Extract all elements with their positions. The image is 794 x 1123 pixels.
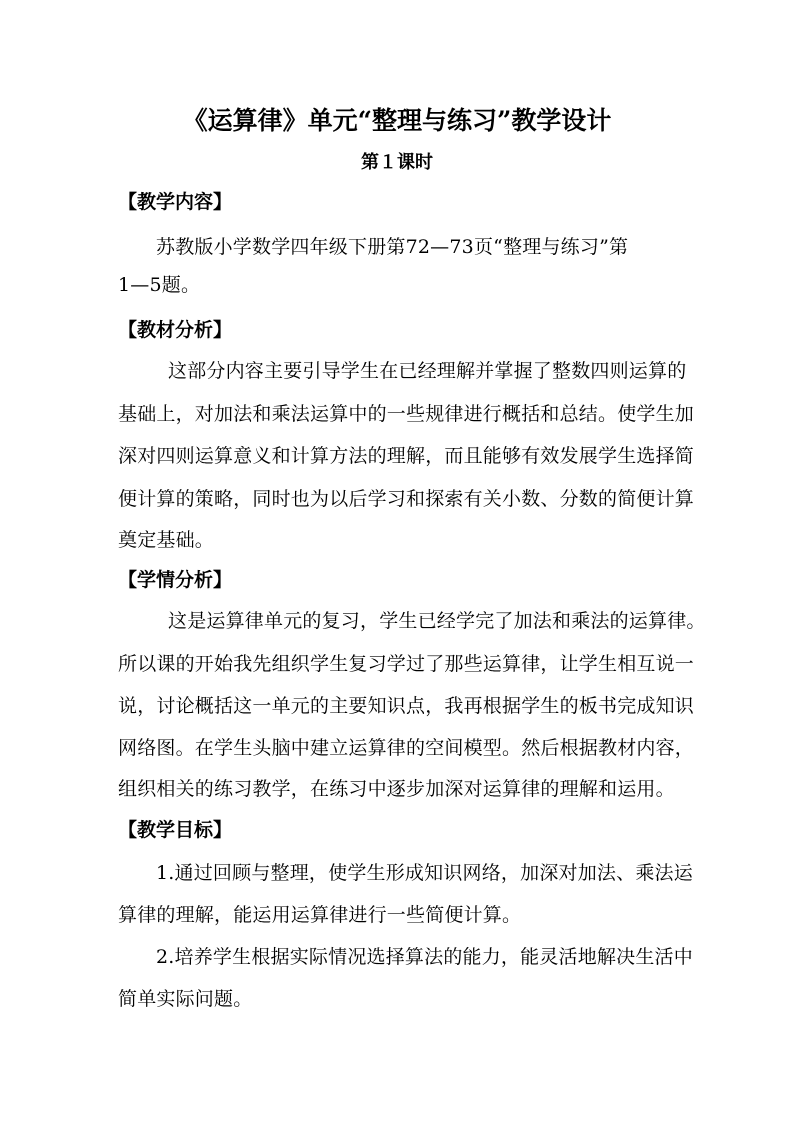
- paragraph-line: 苏教版小学数学四年级下册第72—73页“整理与练习”第: [156, 236, 629, 258]
- paragraph-line: 1—5题。: [118, 274, 201, 296]
- section-heading-teaching-goals: 【教学目标】: [118, 819, 233, 841]
- section-heading-teaching-content: 【教学内容】: [118, 191, 233, 213]
- paragraph-line: 说，讨论概括这一单元的主要知识点，我再根据学生的板书完成知识: [118, 695, 695, 717]
- paragraph-line: 奠定基础。: [118, 529, 215, 551]
- section-heading-student-analysis: 【学情分析】: [118, 569, 233, 591]
- paragraph-line: 简单实际问题。: [118, 988, 253, 1010]
- paragraph-line: 基础上，对加法和乘法运算中的一些规律进行概括和总结。使学生加: [118, 403, 695, 425]
- document-title: 《运算律》单元“整理与练习”教学设计: [182, 106, 612, 135]
- paragraph-line: 组织相关的练习教学，在练习中逐步加深对运算律的理解和运用。: [118, 778, 675, 800]
- paragraph-line: 这是运算律单元的复习，学生已经学完了加法和乘法的运算律。: [168, 610, 706, 632]
- paragraph-line: 深对四则运算意义和计算方法的理解，而且能够有效发展学生选择简: [118, 445, 695, 467]
- paragraph-line: 算律的理解，能运用运算律进行一些简便计算。: [118, 904, 522, 926]
- paragraph-line: 所以课的开始我先组织学生复习学过了那些运算律，让学生相互说一: [118, 653, 695, 675]
- section-heading-textbook-analysis: 【教材分析】: [118, 319, 233, 341]
- paragraph-line: 便计算的策略，同时也为以后学习和探索有关小数、分数的简便计算: [118, 488, 695, 510]
- document-subtitle: 第１课时: [361, 152, 433, 173]
- paragraph-line: 这部分内容主要引导学生在已经理解并掌握了整数四则运算的: [168, 360, 687, 382]
- paragraph-line: 1.通过回顾与整理，使学生形成知识网络，加深对加法、乘法运: [156, 862, 693, 884]
- paragraph-line: 网络图。在学生头脑中建立运算律的空间模型。然后根据教材内容，: [118, 737, 695, 759]
- paragraph-line: 2.培养学生根据实际情况选择算法的能力，能灵活地解决生活中: [156, 946, 693, 968]
